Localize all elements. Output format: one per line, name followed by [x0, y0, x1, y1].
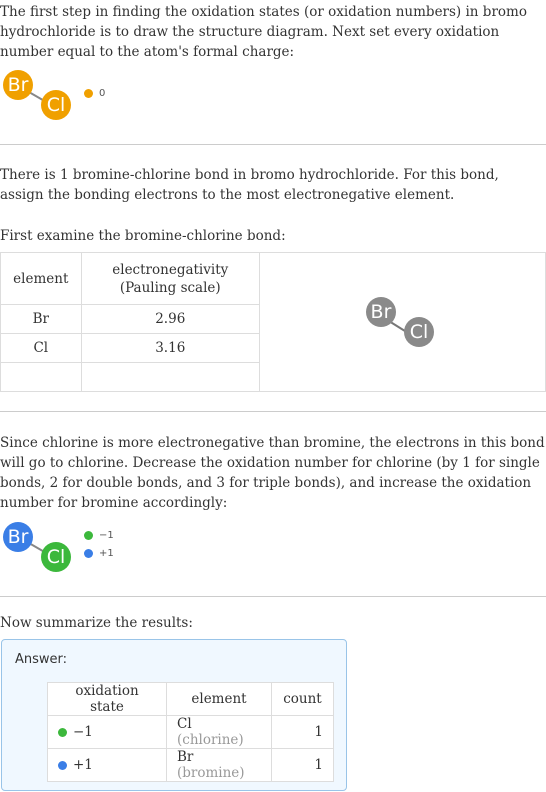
chlorine-atom: Cl	[41, 90, 71, 120]
state-value: +1	[73, 757, 93, 773]
cell-oxidation-state	[48, 716, 167, 749]
state-dot	[58, 761, 67, 770]
bromine-atom: Br	[3, 522, 33, 552]
intro-text: The first step in finding the oxidation states (or oxidation numbers) in bromo hydrochloride is to draw the structure diagram. Next set every oxidation number equal to the atom's formal charge:	[0, 4, 527, 60]
table-row	[48, 716, 334, 749]
legend-label: 0	[99, 88, 106, 99]
bond-diagram-cell	[259, 253, 545, 392]
bromine-atom: Br	[3, 70, 33, 100]
column-header-element: element	[1, 253, 82, 305]
element-name: (bromine)	[177, 765, 245, 781]
cell-oxidation-state	[48, 749, 167, 782]
cell-element	[167, 749, 272, 782]
column-header-count: count	[272, 683, 334, 716]
legend-label: +1	[99, 548, 114, 559]
column-header-oxidation-state: oxidation state	[48, 683, 167, 716]
summary-text: Now summarize the results:	[0, 615, 193, 631]
column-header-element: element	[167, 683, 272, 716]
electronegativity-table	[0, 252, 546, 392]
bond-text: There is 1 bromine-chlorine bond in bromo hydrochloride. For this bond, assign the bonding electrons to the most electronegative element.	[0, 167, 499, 203]
cell-value: 2.96	[81, 305, 259, 334]
examine-text: First examine the bromine-chlorine bond:	[0, 228, 286, 244]
table-row	[48, 749, 334, 782]
cell-empty	[81, 363, 259, 392]
bromine-atom: Br	[366, 297, 396, 327]
legend-dot	[84, 531, 93, 540]
cell-empty	[1, 363, 82, 392]
element-name: (chlorine)	[177, 732, 244, 748]
divider	[0, 411, 546, 412]
cell-element: Cl	[1, 334, 82, 363]
cell-element	[167, 716, 272, 749]
legend-label: −1	[99, 530, 114, 541]
since-text: Since chlorine is more electronegative than bromine, the electrons in this bond will go to chlorine. Decrease the oxidation number for chlorine (by 1 for single bonds, 2 for double bonds, and 3 for triple bonds), and increase the oxidation number for bromine accordingly:	[0, 435, 545, 511]
answer-box	[1, 639, 347, 791]
state-value: −1	[73, 724, 93, 740]
divider	[0, 144, 546, 145]
chlorine-atom: Cl	[41, 542, 71, 572]
cell-value: 3.16	[81, 334, 259, 363]
column-header-electronegativity: electronegativity (Pauling scale)	[81, 253, 259, 305]
legend-item-minus	[84, 530, 114, 541]
legend	[84, 88, 105, 99]
cell-element: Br	[1, 305, 82, 334]
divider	[0, 596, 546, 597]
legend-dot	[84, 89, 93, 98]
element-symbol: Cl	[177, 716, 192, 732]
legend-item-plus	[84, 548, 114, 559]
element-symbol: Br	[177, 749, 194, 765]
cell-count: 1	[272, 716, 334, 749]
answer-label: Answer:	[15, 652, 68, 667]
chlorine-atom: Cl	[404, 317, 434, 347]
cell-count: 1	[272, 749, 334, 782]
state-dot	[58, 728, 67, 737]
answer-table	[47, 682, 334, 782]
legend-dot	[84, 549, 93, 558]
